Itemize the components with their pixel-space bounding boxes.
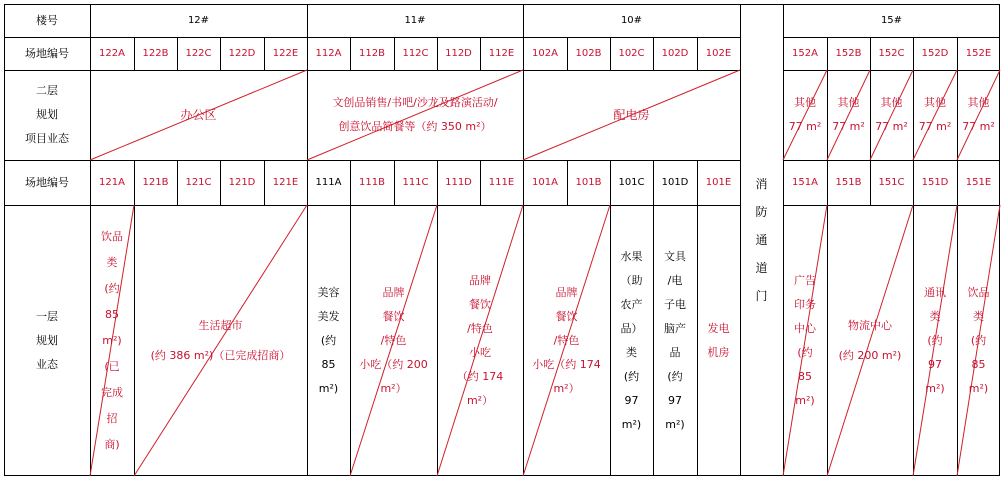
floor2-other-152e: 其他 77 m² [962,96,995,133]
site-code: 152E [965,47,992,59]
site-code: 111A [315,176,342,188]
site-code: 122B [142,47,169,59]
site-code: 152A [792,47,818,59]
floor1-151bc-logistics: 物流中心 (约 200 m²) [838,318,902,362]
site-code: 122A [99,47,125,59]
row-label-floor1: 一层 规划 业态 [36,309,58,371]
floor1-101e-generator-room: 发电 机房 [707,321,730,359]
row-label-building: 楼号 [36,14,58,27]
site-code: 151A [792,176,818,188]
floor1-101c-fruit: 水果 （助 农产 品） 类 (约 97 m²) [620,249,643,431]
site-code: 102E [705,47,732,59]
site-code: 152D [921,47,949,59]
site-code: 102B [575,47,602,59]
floor2-other-152b: 其他 77 m² [832,96,865,133]
site-code: 111D [445,176,472,188]
site-code: 122E [272,47,299,59]
site-code: 112D [445,47,472,59]
site-code: 121B [142,176,169,188]
site-code: 151E [965,176,992,188]
site-code: 151B [835,176,862,188]
site-code: 112E [488,47,515,59]
site-code: 102D [661,47,689,59]
floor2-other-152c: 其他 77 m² [875,96,908,133]
site-code: 101E [705,176,732,188]
floor2-cultural-zone: 文创品销售/书吧/沙龙及路演活动/ 创意饮品简餐等（约 350 m²） [332,96,498,133]
floor1-121a-drinks: 饮品 类 (约 85 m²) (已 完成 招 商) [101,229,123,451]
site-code: 121A [99,176,125,188]
row-label-site-code-upper: 场地编号 [25,47,69,60]
floor1-151e-drinks: 饮品 类 (约 85 m²) [967,285,990,395]
fire-lane-door: 消 防 通 道 门 [755,177,768,303]
site-code: 112C [402,47,429,59]
site-code: 102C [618,47,645,59]
site-code: 112A [315,47,342,59]
floor1-101d-stationery: 文具 /电 子电 脑产 品 (约 97 m²) [664,249,686,431]
building-11-header: 11# [404,14,426,26]
floor2-power-room: 配电房 [613,108,650,122]
floor1-151a-print-center: 广告 印务 中心 (约 85 m²) [794,273,816,407]
building-15-header: 15# [880,14,903,26]
site-code: 122D [228,47,256,59]
floor2-office-zone: 办公区 [180,108,217,122]
site-code: 102A [532,47,558,59]
row-label-site-code-lower: 场地编号 [25,176,69,189]
building-12-header: 12# [187,14,210,26]
site-code: 101D [661,176,689,188]
floor1-101ab-dining: 品牌 餐饮 /特色 小吃（约 174 m²） [532,285,601,395]
floor2-other-152a: 其他 77 m² [788,96,822,133]
row-label-floor2: 二层 规划 项目业态 [25,84,69,145]
floor1-111de-dining: 品牌 餐饮 /特色 小吃 （约 174 m²） [456,273,504,407]
site-code: 152C [878,47,905,59]
site-code: 112B [359,47,385,59]
site-code: 151D [921,176,949,188]
building-10-header: 10# [620,14,643,26]
site-code: 122C [185,47,212,59]
site-code: 111C [402,176,429,188]
floor1-111a-beauty: 美容 美发 (约 85 m²) [317,285,340,395]
site-code: 121E [272,176,299,188]
site-code: 111B [359,176,385,188]
site-code: 101B [575,176,602,188]
floor2-other-152d: 其他 77 m² [918,96,952,133]
site-code: 152B [835,47,862,59]
site-code: 101C [618,176,645,188]
floor1-151d-telecom: 通讯 类 (约 97 m²) [924,285,946,395]
site-code: 151C [878,176,905,188]
site-code: 111E [488,176,515,188]
floor1-111bc-dining: 品牌 餐饮 /特色 小吃（约 200 m²） [359,285,428,395]
site-code: 121D [228,176,256,188]
site-code: 121C [185,176,212,188]
site-code: 101A [532,176,558,188]
floor1-supermarket: 生活超市 (约 386 m²)（已完成招商） [150,318,291,362]
